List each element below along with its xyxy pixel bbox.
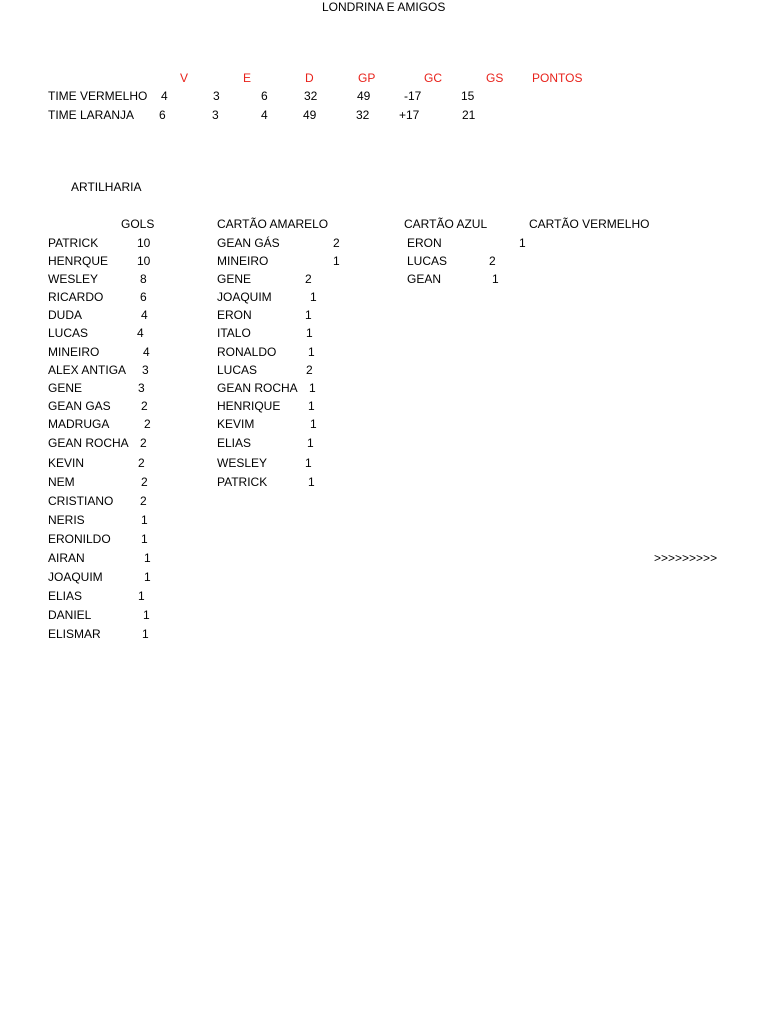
player-count: 2	[140, 494, 147, 508]
standings-cell: 21	[462, 108, 476, 122]
column-header-gols: GOLS	[121, 217, 155, 231]
player-count: 1	[308, 399, 315, 413]
player-count: 1	[144, 570, 151, 584]
player-name: DANIEL	[48, 608, 92, 622]
player-count: 4	[137, 326, 144, 340]
header-v: V	[180, 71, 189, 85]
standings-cell: 32	[356, 108, 370, 122]
header-gs: GS	[486, 71, 504, 85]
player-count: 10	[137, 254, 151, 268]
player-count: 1	[144, 551, 151, 565]
player-name: HENRQUE	[48, 254, 109, 268]
player-count: 2	[141, 399, 148, 413]
arrows-indicator: >>>>>>>>>	[654, 551, 718, 565]
player-count: 4	[141, 308, 148, 322]
player-count: 1	[143, 608, 150, 622]
player-count: 4	[143, 345, 150, 359]
player-name: ELIAS	[48, 589, 83, 603]
player-count: 2	[141, 475, 148, 489]
header-e: E	[243, 71, 252, 85]
player-count: 1	[333, 254, 340, 268]
header-pontos: PONTOS	[532, 71, 583, 85]
player-count: 1	[306, 326, 313, 340]
player-count: 1	[308, 345, 315, 359]
player-count: 1	[519, 236, 526, 250]
player-name: RONALDO	[217, 345, 277, 359]
player-count: 1	[305, 456, 312, 470]
player-count: 1	[308, 475, 315, 489]
player-count: 1	[305, 308, 312, 322]
player-name: NERIS	[48, 513, 85, 527]
player-name: ALEX ANTIGA	[48, 363, 127, 377]
player-name: MINEIRO	[48, 345, 100, 359]
player-name: KEVIM	[217, 417, 255, 431]
player-count: 1	[310, 417, 317, 431]
player-name: DUDA	[48, 308, 83, 322]
team-name-vermelho: TIME VERMELHO	[48, 89, 148, 103]
player-name: GEAN ROCHA	[217, 381, 298, 395]
player-name: LUCAS	[217, 363, 258, 377]
artilharia-label: ARTILHARIA	[71, 180, 142, 194]
player-count: 2	[306, 363, 313, 377]
player-name: HENRIQUE	[217, 399, 281, 413]
player-name: GENE	[48, 381, 83, 395]
player-name: LUCAS	[407, 254, 448, 268]
header-gp: GP	[358, 71, 376, 85]
standings-cell: 6	[159, 108, 166, 122]
player-count: 2	[489, 254, 496, 268]
standings-cell: 32	[304, 89, 318, 103]
player-name: GEAN	[407, 272, 442, 286]
player-count: 2	[140, 436, 147, 450]
player-count: 1	[310, 290, 317, 304]
player-count: 1	[492, 272, 499, 286]
player-name: JOAQUIM	[217, 290, 272, 304]
player-count: 8	[140, 272, 147, 286]
player-name: LUCAS	[48, 326, 89, 340]
player-name: MADRUGA	[48, 417, 110, 431]
player-name: GEAN ROCHA	[48, 436, 129, 450]
standings-cell: 15	[461, 89, 475, 103]
player-name: NEM	[48, 475, 75, 489]
team-name-laranja: TIME LARANJA	[48, 108, 135, 122]
player-count: 1	[141, 513, 148, 527]
player-name: ELIAS	[217, 436, 252, 450]
player-count: 2	[333, 236, 340, 250]
player-name: WESLEY	[48, 272, 99, 286]
header-gc: GC	[424, 71, 442, 85]
player-name: ITALO	[217, 326, 251, 340]
standings-cell: 4	[261, 108, 268, 122]
player-count: 1	[142, 627, 149, 641]
player-name: JOAQUIM	[48, 570, 103, 584]
standings-cell: 6	[261, 89, 268, 103]
player-name: AIRAN	[48, 551, 85, 565]
page-title: LONDRINA E AMIGOS	[322, 0, 446, 14]
standings-cell: 3	[213, 89, 220, 103]
player-count: 6	[140, 290, 147, 304]
player-name: CRISTIANO	[48, 494, 114, 508]
player-count: 1	[138, 589, 145, 603]
player-count: 10	[137, 236, 151, 250]
player-name: RICARDO	[48, 290, 104, 304]
column-header-vermelho: CARTÃO VERMELHO	[529, 217, 650, 231]
player-count: 1	[141, 532, 148, 546]
player-name: ELISMAR	[48, 627, 101, 641]
player-name: PATRICK	[48, 236, 99, 250]
header-d: D	[305, 71, 314, 85]
player-name: WESLEY	[217, 456, 268, 470]
player-count: 2	[138, 456, 145, 470]
player-name: KEVIN	[48, 456, 85, 470]
standings-cell: -17	[404, 89, 422, 103]
player-name: GEAN GAS	[48, 399, 111, 413]
player-count: 1	[307, 436, 314, 450]
standings-cell: 3	[212, 108, 219, 122]
standings-cell: 49	[357, 89, 371, 103]
player-count: 2	[144, 417, 151, 431]
player-name: ERONILDO	[48, 532, 111, 546]
player-name: PATRICK	[217, 475, 268, 489]
player-count: 3	[138, 381, 145, 395]
standings-cell: 4	[161, 89, 168, 103]
player-name: ERON	[217, 308, 252, 322]
player-name: GEAN GÁS	[217, 236, 280, 250]
standings-cell: 49	[303, 108, 317, 122]
column-header-amarelo: CARTÃO AMARELO	[217, 217, 329, 231]
column-header-azul: CARTÃO AZUL	[404, 217, 488, 231]
player-name: GENE	[217, 272, 252, 286]
player-count: 1	[309, 381, 316, 395]
player-count: 2	[305, 272, 312, 286]
player-name: MINEIRO	[217, 254, 269, 268]
standings-cell: +17	[399, 108, 420, 122]
player-name: ERON	[407, 236, 442, 250]
player-count: 3	[142, 363, 149, 377]
